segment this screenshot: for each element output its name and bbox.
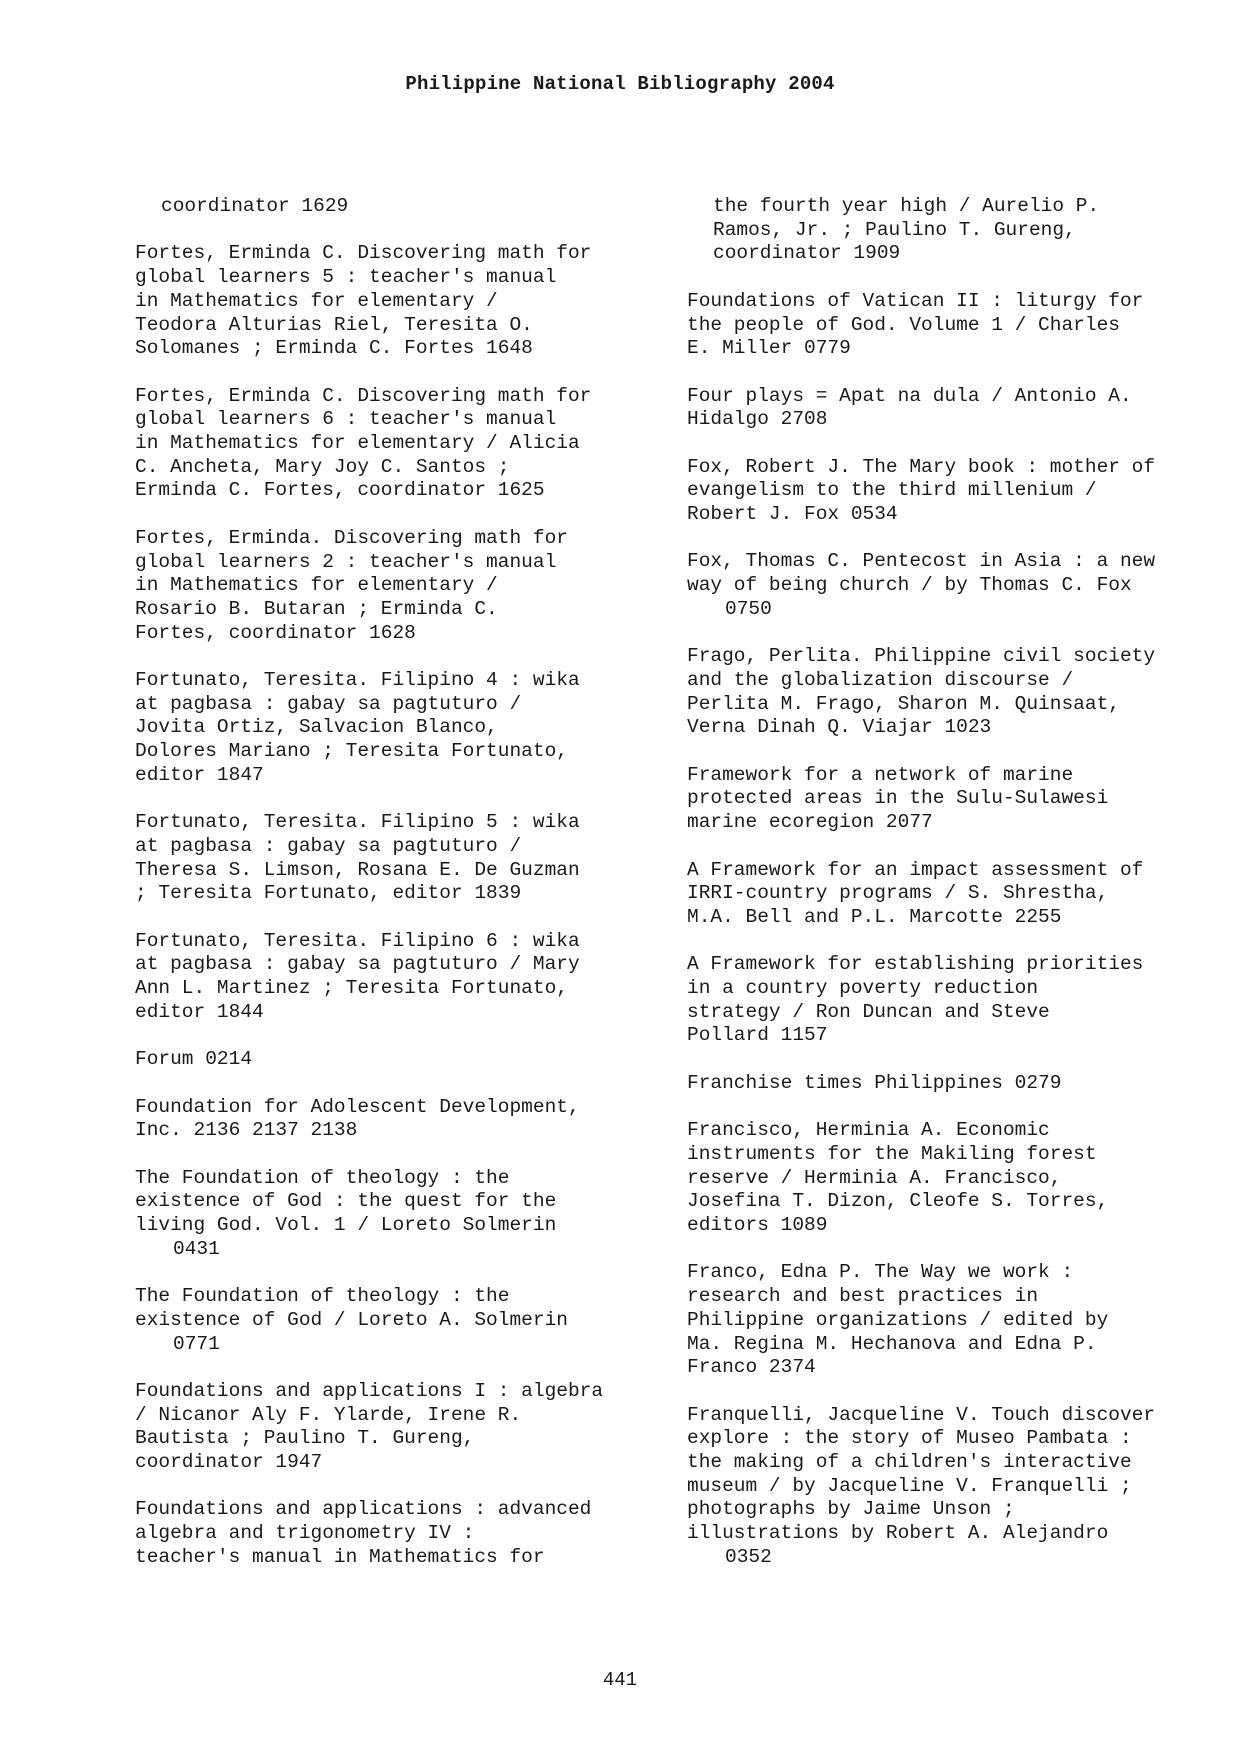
entry-line: Robert J. Fox 0534	[687, 503, 898, 526]
entry-line: instruments for the Makiling forest	[687, 1142, 1097, 1165]
entry-line: evangelism to the third millenium /	[687, 479, 1097, 502]
entry-line: E. Miller 0779	[687, 337, 851, 360]
bibliography-entry	[135, 1380, 665, 1475]
entry-line: teacher's manual in Mathematics for	[135, 1545, 545, 1568]
entry-line: existence of God / Loreto A. Solmerin	[135, 1308, 568, 1331]
entry-line: Four plays = Apat na dula / Antonio A.	[687, 384, 1132, 407]
entry-line: Fox, Thomas C. Pentecost in Asia : a new	[687, 550, 1156, 573]
entry-line: explore : the story of Museo Pambata :	[687, 1427, 1132, 1450]
bibliography-entry	[135, 1096, 665, 1143]
entry-line: at pagbasa : gabay sa pagtuturo / Mary	[135, 953, 580, 976]
entry-line: 0771	[173, 1332, 220, 1355]
entry-line: coordinator 1629	[161, 195, 349, 217]
entry-line: 0352	[725, 1545, 772, 1568]
entry-line: Jovita Ortiz, Salvacion Blanco,	[135, 716, 498, 739]
entry-line: global learners 5 : teacher's manual	[135, 266, 557, 289]
entry-line: Philippine organizations / edited by	[687, 1308, 1109, 1331]
bibliography-entry	[135, 1285, 665, 1356]
entry-line: Hidalgo 2708	[687, 408, 828, 431]
entry-line: in Mathematics for elementary /	[135, 289, 498, 312]
entry-line: / Nicanor Aly F. Ylarde, Irene R.	[135, 1403, 522, 1426]
entry-line: the making of a children's interactive	[687, 1451, 1132, 1474]
entry-line: M.A. Bell and P.L. Marcotte 2255	[687, 905, 1062, 928]
entry-line: Frago, Perlita. Philippine civil society	[687, 645, 1156, 668]
entry-line: 0431	[173, 1237, 220, 1260]
entry-line: Fortes, coordinator 1628	[135, 621, 416, 644]
entry-line: Teodora Alturias Riel, Teresita O.	[135, 313, 533, 336]
entry-line: Fox, Robert J. The Mary book : mother of	[687, 455, 1156, 478]
bibliography-entry	[687, 550, 1217, 621]
entry-line: reserve / Herminia A. Francisco,	[687, 1166, 1062, 1189]
entry-line: protected areas in the Sulu-Sulawesi	[687, 787, 1109, 810]
entry-line: editor 1847	[135, 763, 264, 786]
entry-line: Foundations of Vatican II : liturgy for	[687, 289, 1144, 312]
bibliography-entry	[687, 764, 1217, 835]
bibliography-entry	[135, 1167, 665, 1262]
entry-line: coordinator 1947	[135, 1451, 323, 1474]
bibliography-entry	[135, 930, 665, 1025]
entry-line: Josefina T. Dizon, Cleofe S. Torres,	[687, 1190, 1109, 1213]
bibliography-entry	[687, 195, 1217, 266]
entry-line: the people of God. Volume 1 / Charles	[687, 313, 1120, 336]
bibliography-entry	[687, 645, 1217, 740]
bibliography-entry	[687, 1072, 1217, 1096]
entry-line: Framework for a network of marine	[687, 763, 1074, 786]
entry-line: editors 1089	[687, 1214, 828, 1237]
entry-line: A Framework for establishing priorities	[687, 953, 1144, 976]
entry-line: Francisco, Herminia A. Economic	[687, 1119, 1050, 1142]
bibliography-entry	[687, 1119, 1217, 1238]
bibliography-entry	[687, 953, 1217, 1048]
bibliography-entry	[135, 527, 665, 646]
entry-line: at pagbasa : gabay sa pagtuturo /	[135, 834, 522, 857]
entry-line: museum / by Jacqueline V. Franquelli ;	[687, 1474, 1132, 1497]
bibliography-entry	[135, 195, 665, 219]
entry-line: IRRI-country programs / S. Shrestha,	[687, 882, 1109, 905]
bibliography-entry	[687, 1404, 1217, 1570]
bibliography-entry	[135, 385, 665, 504]
entry-line: Ma. Regina M. Hechanova and Edna P.	[687, 1332, 1097, 1355]
entry-line: ; Teresita Fortunato, editor 1839	[135, 882, 522, 905]
entry-line: Dolores Mariano ; Teresita Fortunato,	[135, 740, 568, 763]
entry-line: existence of God : the quest for the	[135, 1190, 557, 1213]
entry-line: global learners 6 : teacher's manual	[135, 408, 557, 431]
entry-line: editor 1844	[135, 1000, 264, 1023]
left-column	[135, 195, 665, 1593]
entry-line: in a country poverty reduction	[687, 977, 1039, 1000]
entry-line: Fortes, Erminda C. Discovering math for	[135, 242, 592, 265]
entry-line: Bautista ; Paulino T. Gureng,	[135, 1427, 475, 1450]
bibliography-entry	[687, 1261, 1217, 1380]
entry-line: C. Ancheta, Mary Joy C. Santos ;	[135, 455, 510, 478]
bibliography-entry	[135, 1048, 665, 1072]
entry-line: Pollard 1157	[687, 1024, 828, 1047]
entry-line: A Framework for an impact assessment of	[687, 858, 1144, 881]
entry-line: in Mathematics for elementary /	[135, 574, 498, 597]
entry-line: Fortunato, Teresita. Filipino 4 : wika	[135, 669, 580, 691]
entry-line: Fortes, Erminda. Discovering math for	[135, 526, 568, 549]
entry-line: Inc. 2136 2137 2138	[135, 1119, 358, 1142]
entry-line: Erminda C. Fortes, coordinator 1625	[135, 479, 545, 502]
entry-line: the fourth year high / Aurelio P.	[713, 195, 1100, 217]
entry-line: illustrations by Robert A. Alejandro	[687, 1522, 1109, 1545]
entry-line: Fortunato, Teresita. Filipino 6 : wika	[135, 929, 580, 952]
bibliography-entry	[135, 242, 665, 361]
entry-line: Franquelli, Jacqueline V. Touch discover	[687, 1403, 1156, 1426]
bibliography-entry	[687, 385, 1217, 432]
entry-line: photographs by Jaime Unson ;	[687, 1498, 1015, 1521]
entry-line: Rosario B. Butaran ; Erminda C.	[135, 597, 498, 620]
bibliography-entry	[687, 290, 1217, 361]
entry-line: global learners 2 : teacher's manual	[135, 550, 557, 573]
bibliography-entry	[135, 1498, 665, 1569]
entry-line: The Foundation of theology : the	[135, 1285, 510, 1308]
bibliography-entry	[687, 859, 1217, 930]
entry-line: Fortunato, Teresita. Filipino 5 : wika	[135, 811, 580, 834]
entry-line: living God. Vol. 1 / Loreto Solmerin	[135, 1214, 557, 1237]
right-column	[687, 195, 1217, 1593]
entry-line: marine ecoregion 2077	[687, 811, 933, 834]
entry-line: Ann L. Martinez ; Teresita Fortunato,	[135, 977, 568, 1000]
entry-line: Theresa S. Limson, Rosana E. De Guzman	[135, 858, 580, 881]
entry-line: Foundations and applications I : algebra	[135, 1379, 604, 1402]
entry-line: Franchise times Philippines 0279	[687, 1071, 1062, 1094]
entry-line: in Mathematics for elementary / Alicia	[135, 432, 580, 454]
entry-line: research and best practices in	[687, 1285, 1039, 1308]
entry-line: Solomanes ; Erminda C. Fortes 1648	[135, 337, 533, 360]
bibliography-entry	[135, 669, 665, 788]
entry-line: algebra and trigonometry IV :	[135, 1522, 475, 1545]
entry-line: Foundation for Adolescent Development,	[135, 1095, 580, 1118]
entry-line: Forum 0214	[135, 1048, 253, 1071]
bibliography-entry	[135, 811, 665, 906]
entry-line: Franco, Edna P. The Way we work :	[687, 1261, 1074, 1284]
entry-line: The Foundation of theology : the	[135, 1166, 510, 1189]
page-number: 441	[602, 1669, 638, 1691]
entry-line: Ramos, Jr. ; Paulino T. Gureng,	[713, 218, 1076, 241]
entry-line: coordinator 1909	[713, 242, 901, 265]
entry-line: way of being church / by Thomas C. Fox	[687, 574, 1132, 597]
entry-line: strategy / Ron Duncan and Steve	[687, 1000, 1050, 1023]
bibliography-entry	[687, 456, 1217, 527]
entry-line: Verna Dinah Q. Viajar 1023	[687, 716, 992, 739]
entry-line: 0750	[725, 597, 772, 620]
entry-line: Foundations and applications : advanced	[135, 1498, 592, 1521]
entry-line: Perlita M. Frago, Sharon M. Quinsaat,	[687, 692, 1120, 715]
entry-line: at pagbasa : gabay sa pagtuturo /	[135, 692, 522, 715]
entry-line: Fortes, Erminda C. Discovering math for	[135, 384, 592, 407]
entry-line: Franco 2374	[687, 1356, 816, 1379]
page-title: Philippine National Bibliography 2004	[405, 73, 835, 95]
entry-line: and the globalization discourse /	[687, 668, 1074, 691]
